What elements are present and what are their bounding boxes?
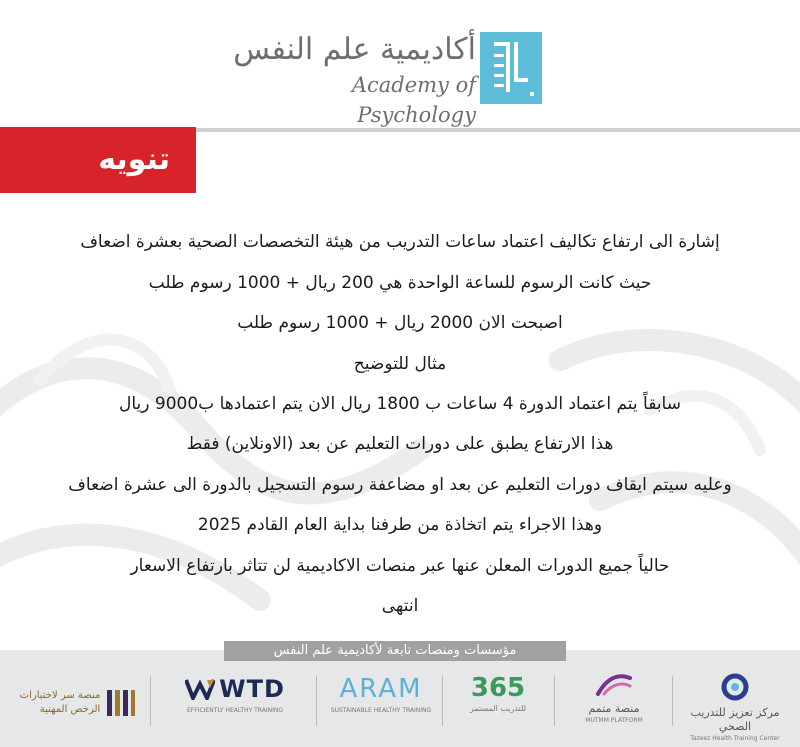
logo-english-text: Academy of Psychology bbox=[351, 73, 476, 127]
body-line: وهذا الاجراء يتم اتخاذة من طرفنا بداية العام القادم 2025 bbox=[197, 515, 603, 535]
partner-subtitle: SUSTAINABLE HEALTHY TRAINING bbox=[330, 707, 432, 714]
partner-name: مركز تعزيز للتدريب الصحي bbox=[690, 706, 780, 733]
wtd-mark-icon bbox=[185, 678, 215, 700]
academy-key-icon bbox=[480, 32, 542, 104]
body-line: انتهى bbox=[381, 596, 419, 616]
academy-logo bbox=[230, 32, 545, 127]
body-line: هذا الارتفاع يطبق على دورات التعليم عن بعد (الاونلاين) فقط bbox=[186, 434, 614, 454]
footer-divider bbox=[554, 676, 555, 726]
body-line: وعليه سيتم ايقاف دورات التعليم عن بعد او مضاعفة رسوم التسجيل بالدورة الى عشرة اضعاف bbox=[68, 475, 732, 495]
partner-licensing bbox=[10, 672, 146, 734]
body-line: مثال للتوضيح bbox=[353, 354, 447, 374]
partner-subtitle: EFFICIENTLY HEALTHY TRAINING bbox=[186, 707, 284, 714]
partner-wtd bbox=[160, 672, 310, 734]
partner-subtitle: للتدريب المستمر bbox=[469, 704, 527, 713]
tazeez-ring-icon bbox=[720, 672, 750, 702]
partner-subtitle: Tazeez Health Training Center bbox=[690, 735, 780, 742]
notice-title: تنويه bbox=[98, 142, 170, 177]
body-line: حيث كانت الرسوم للساعة الواحدة هي 200 ريال + 1000 رسوم طلب bbox=[148, 273, 652, 293]
bars-logo-icon bbox=[106, 688, 136, 718]
partner-mutmm bbox=[560, 672, 668, 734]
footer-divider bbox=[442, 676, 443, 726]
footer-partners bbox=[0, 650, 800, 747]
footer-divider bbox=[316, 676, 317, 726]
mutmm-swoosh-icon bbox=[594, 672, 634, 698]
wtd-logo-icon: WTD bbox=[219, 675, 285, 703]
partner-aram bbox=[326, 672, 436, 734]
aram-logo-icon: ARAM bbox=[339, 674, 423, 704]
footer-label: مؤسسات ومنصات تابعة لأكاديمية علم النفس bbox=[224, 641, 566, 661]
partner-name: منصة متمم bbox=[588, 702, 640, 715]
body-line: سابقاً يتم اعتماد الدورة 4 ساعات ب 1800 ريال الان يتم اعتمادها ب9000 ريال bbox=[119, 394, 681, 414]
body-line: إشارة الى ارتفاع تكاليف اعتماد ساعات التدريب من هيئة التخصصات الصحية بعشرة اضعاف bbox=[80, 232, 720, 252]
footer-divider bbox=[150, 676, 151, 726]
partner-365 bbox=[450, 672, 546, 734]
partner-tazeez bbox=[676, 672, 794, 742]
body-line: اصبحت الان 2000 ريال + 1000 رسوم طلب bbox=[237, 313, 563, 333]
footer-divider bbox=[672, 676, 673, 726]
notice-banner bbox=[0, 127, 196, 193]
logo-arabic-text: أكاديمية علم النفس bbox=[233, 32, 476, 67]
partner-name: منصة سر لاختبارات bbox=[19, 690, 101, 701]
partner-subtitle: الرخص المهنية bbox=[39, 704, 101, 715]
partner-subtitle: MUTMM PLATFORM bbox=[585, 717, 643, 724]
body-line: حالياً جميع الدورات المعلن عنها عبر منصات الاكاديمية لن تتاثر بارتفاع الاسعار bbox=[130, 556, 670, 576]
365-logo-icon: 365 bbox=[470, 673, 526, 703]
